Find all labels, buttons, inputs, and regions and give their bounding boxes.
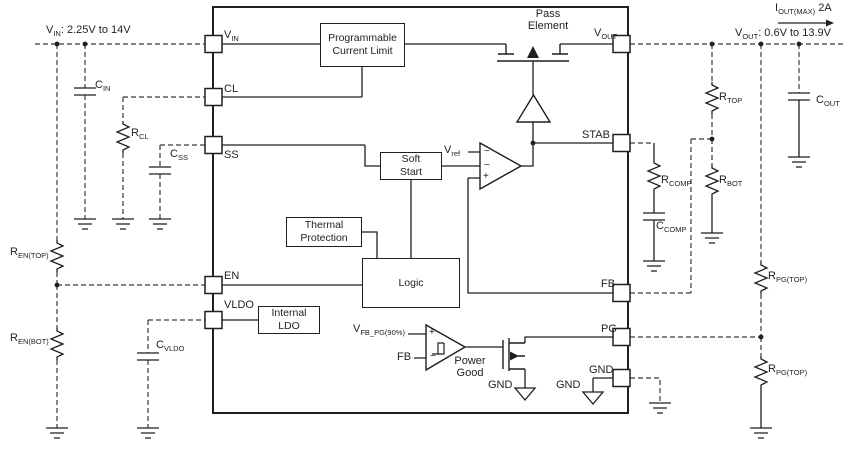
pin-stab <box>613 135 630 152</box>
fb-input-label: FB <box>397 351 412 363</box>
block-text: LDO <box>278 320 300 332</box>
resistor-ren-top <box>51 240 63 272</box>
resistor-rcomp <box>648 160 660 192</box>
capacitor-cout <box>788 93 810 100</box>
pin-vldo <box>205 312 222 329</box>
block-thermal-protection <box>286 217 362 247</box>
ground-ccomp <box>643 261 665 271</box>
gate-driver-icon <box>517 95 550 122</box>
iout-arrow-icon <box>778 20 834 27</box>
vout-rail-label: $V_{OUT}$: 0.6V to 13.9V <box>735 27 831 42</box>
gnd-label-left: GND <box>488 379 513 391</box>
resistor-rpg-upper <box>755 262 767 294</box>
css-label: $C_{SS}$ <box>170 148 188 163</box>
pin-label-ss: SS <box>224 149 239 161</box>
capacitor-cvldo <box>137 353 159 360</box>
comp-plus: + <box>429 327 435 338</box>
pin-vin <box>205 36 222 53</box>
pin-label-fb: FB <box>601 278 616 290</box>
ground-gnd-pin <box>649 403 671 413</box>
cvldo-label: $C_{VLDO}$ <box>156 339 185 354</box>
capacitor-css <box>149 167 171 174</box>
iout-max-label: $I_{OUT(MAX)}$ 2A <box>775 2 832 17</box>
block-text: Internal <box>271 307 307 320</box>
resistor-rpg-lower <box>755 356 767 388</box>
rcl-label: $R_{CL}$ <box>131 127 149 142</box>
pg-fet-icon <box>503 338 525 371</box>
pin-label-vldo: VLDO <box>224 299 254 311</box>
capacitor-ccomp <box>643 213 665 220</box>
pin-label-stab: STAB <box>582 129 610 141</box>
pin-label-vout: $V_{OUT}$ <box>594 27 618 42</box>
pin-label-cl: CL <box>224 83 239 95</box>
pin-gnd <box>613 370 630 387</box>
block-text: Soft <box>401 153 421 166</box>
ground-cin <box>74 219 96 229</box>
ren-top-label: $R_{EN(TOP)}$ <box>10 246 49 261</box>
rbot-label: $R_{BOT}$ <box>719 174 743 189</box>
rtop-label: $R_{TOP}$ <box>719 91 743 106</box>
erramp-minus1: − <box>484 146 490 157</box>
pin-label-gnd: GND <box>589 364 614 376</box>
rpg-lower-label: $R_{PG(TOP)}$ <box>768 363 808 378</box>
ground-triangle-left <box>515 388 535 400</box>
ccomp-label: $C_{COMP}$ <box>656 220 687 235</box>
block-text: Programmable <box>328 32 397 45</box>
ren-bot-label: $R_{EN(BOT)}$ <box>10 332 49 347</box>
block-text: Logic <box>398 276 424 289</box>
erramp-plus: + <box>483 171 489 182</box>
block-soft-start <box>380 152 442 180</box>
ground-rbot <box>701 233 723 243</box>
capacitor-cin <box>74 88 96 95</box>
block-programmable-current-limit <box>320 23 405 67</box>
erramp-minus2: − <box>484 160 490 171</box>
block-text: Protection <box>300 232 348 244</box>
vfb-pg-label: $V_{FB\_PG(90\%)}$ <box>353 323 405 338</box>
resistor-rtop <box>706 82 718 114</box>
block-text: Current Limit <box>332 45 393 57</box>
pin-label-en: EN <box>224 270 240 282</box>
block-internal-ldo <box>258 306 320 334</box>
gnd-label-right: GND <box>556 379 581 391</box>
ground-cout <box>788 157 810 167</box>
ground-triangle-right <box>583 392 603 404</box>
vin-rail-label: $V_{IN}$: 2.25V to 14V <box>46 24 131 39</box>
pass-element-fet-icon <box>497 44 569 61</box>
pin-label-pg: PG <box>601 323 617 335</box>
rcomp-label: $R_{COMP}$ <box>661 174 692 189</box>
comp-minus: − <box>430 351 436 362</box>
power-good-label: Power Good <box>454 355 486 379</box>
ground-cvldo <box>137 428 159 438</box>
resistor-ren-bot <box>51 328 63 360</box>
vref-label: $V_{ref}$ <box>444 144 461 159</box>
block-text: Start <box>399 166 423 178</box>
pin-en <box>205 277 222 294</box>
resistor-rbot <box>706 165 718 197</box>
ground-rpg <box>750 428 772 438</box>
cin-label: $C_{IN}$ <box>95 79 111 94</box>
cout-label: $C_{OUT}$ <box>816 94 840 109</box>
ground-rcl <box>112 219 134 229</box>
pin-fb <box>613 285 630 302</box>
pin-label-vin: $V_{IN}$ <box>224 29 239 44</box>
pass-element-label: Pass Element <box>527 8 569 32</box>
rpg-upper-label: $R_{PG(TOP)}$ <box>768 270 808 285</box>
block-logic <box>362 258 460 308</box>
resistor-rcl <box>117 121 129 153</box>
ground-ren <box>46 428 68 438</box>
ic-outline <box>213 7 628 413</box>
ground-css <box>149 219 171 229</box>
pin-cl <box>205 89 222 106</box>
pin-ss <box>205 137 222 154</box>
block-text: Thermal <box>304 219 344 232</box>
